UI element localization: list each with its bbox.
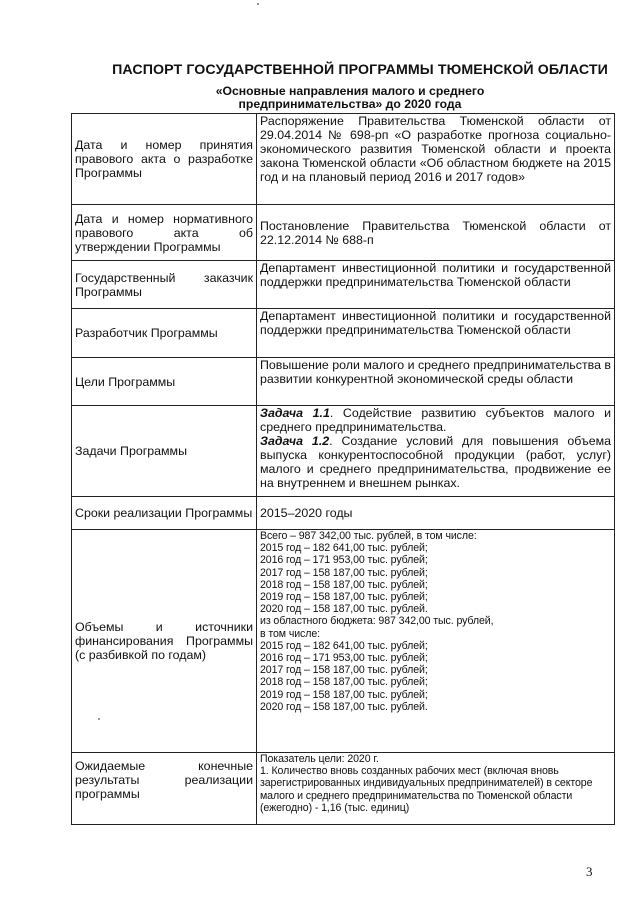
task-1-heading: Задача 1.1 (260, 406, 330, 420)
results-indicator-line: Показатель цели: 2020 г. (260, 753, 379, 765)
funding-regional-year-line: 2020 год – 158 187,00 тыс. рублей. (260, 700, 428, 713)
page-subtitle (160, 85, 540, 111)
funding-label: Объемы и источники финансирования Программы (с разбивкой по годам) (72, 530, 257, 753)
funding-year-line: 2015 год – 182 641,00 тыс. рублей; (260, 542, 428, 555)
funding-regional-year-line: 2019 год – 158 187,00 тыс. рублей; (260, 688, 428, 701)
task-2-text: . Создание условий для повышения объема выпуска конкурентоспособной продукции (работ, услуг) малого и среднего предпринимательства, продвижение ее на внутреннем и внешнем рынках. (260, 434, 611, 490)
terms-label: Сроки реализации Программы (72, 497, 257, 530)
customer-value: Департамент инвестиционной политики и государственной поддержки предпринимательства Тюменской области (257, 261, 615, 309)
subtitle-line-2: предпринимательства» до 2020 года (238, 97, 462, 111)
scan-speck (98, 718, 100, 720)
table-row-developer (72, 309, 615, 358)
funding-year-line: 2019 год – 158 187,00 тыс. рублей; (260, 591, 428, 604)
funding-regional-year-line: 2016 год – 171 953,00 тыс. рублей; (260, 652, 428, 665)
task-2-heading: Задача 1.2 (260, 434, 330, 448)
results-indicator-text: 1. Количество вновь созданных рабочих мест (включая вновь зарегистрированных индивидуальных предпринимателей) в секторе малого и среднего предпринимательства по Тюменской области (ежегодно) - 1,16 (тыс. единиц) (260, 765, 593, 814)
subtitle-line-1: «Основные направления малого и среднего (215, 84, 485, 98)
funding-regional-year-line: 2015 год – 182 641,00 тыс. рублей; (260, 639, 428, 652)
funding-value (257, 530, 615, 753)
table-row-act-approval (72, 205, 615, 261)
task-2 (260, 434, 611, 490)
developer-value: Департамент инвестиционной политики и государственной поддержки предпринимательства Тюменской области (257, 309, 615, 358)
developer-label: Разработчик Программы (72, 309, 257, 358)
results-value (257, 753, 615, 825)
funding-regional-year-line: 2018 год – 158 187,00 тыс. рублей; (260, 676, 428, 689)
table-row-funding (72, 530, 615, 753)
table-row-act-development (72, 114, 615, 205)
funding-year-line: 2018 год – 158 187,00 тыс. рублей; (260, 578, 428, 591)
table-row-customer (72, 261, 615, 309)
goals-label: Цели Программы (72, 358, 257, 406)
table-row-tasks (72, 406, 615, 497)
funding-year-line: 2017 год – 158 187,00 тыс. рублей; (260, 566, 428, 579)
results-label: Ожидаемые конечные результаты реализации программы (72, 753, 257, 825)
funding-year-line: 2020 год – 158 187,00 тыс. рублей. (260, 603, 428, 616)
table-row-results (72, 753, 615, 825)
table-row-goals (72, 358, 615, 406)
act-development-value: Распоряжение Правительства Тюменской области от 29.04.2014 № 698-рп «О разработке прогноза социально-экономического развития Тюменской области и проекта закона Тюменской области «Об областном бюджете на 2015 год и на плановый период 2016 и 2017 годов» (257, 114, 615, 205)
goals-value: Повышение роли малого и среднего предпринимательства в развитии конкурентной экономической среды области (257, 358, 615, 406)
act-approval-label: Дата и номер нормативного правового акта об утверждении Программы (72, 205, 257, 261)
table-row-terms (72, 497, 615, 530)
terms-value: 2015–2020 годы (257, 497, 615, 530)
funding-regional-total: из областного бюджета: 987 342,00 тыс. рублей, (260, 615, 494, 628)
page-title: ПАСПОРТ ГОСУДАРСТВЕННОЙ ПРОГРАММЫ ТЮМЕНСКОЙ ОБЛАСТИ (112, 62, 608, 78)
funding-regional-year-line: 2017 год – 158 187,00 тыс. рублей; (260, 664, 428, 677)
funding-regional-note: в том числе: (260, 627, 320, 640)
page-number: 3 (586, 864, 593, 879)
tasks-label: Задачи Программы (72, 406, 257, 497)
customer-label: Государственный заказчик Программы (72, 261, 257, 309)
funding-year-line: 2016 год – 171 953,00 тыс. рублей; (260, 554, 428, 567)
act-approval-value: Постановление Правительства Тюменской области от 22.12.2014 № 688-п (257, 205, 615, 261)
funding-total: Всего – 987 342,00 тыс. рублей, в том числе: (260, 530, 477, 542)
scan-speck (257, 3, 259, 5)
tasks-value (257, 406, 615, 497)
task-1 (260, 406, 611, 434)
passport-table (71, 113, 615, 825)
act-development-label: Дата и номер принятия правового акта о разработке Программы (72, 114, 257, 205)
task-1-text: . Содействие развитию субъектов малого и среднего предпринимательства. (260, 406, 611, 434)
